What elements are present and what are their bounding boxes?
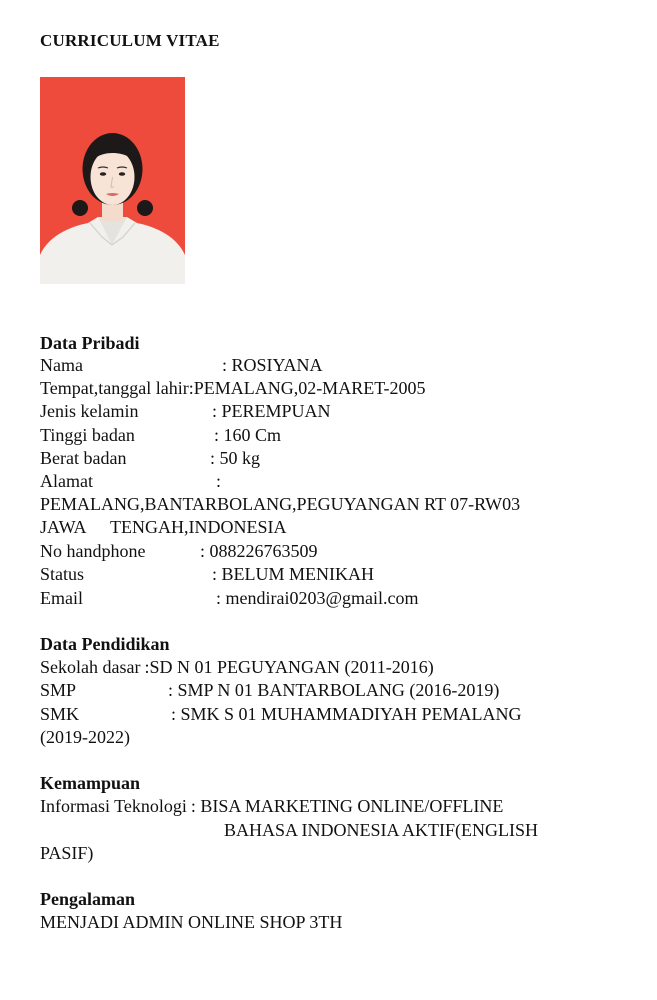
smk-label: SMK	[40, 704, 80, 724]
status-value: : BELUM MENIKAH	[212, 564, 374, 584]
portrait-illustration	[40, 77, 185, 284]
address-line-1: PEMALANG,BANTARBOLANG,PEGUYANGAN RT 07-RW03	[40, 494, 521, 514]
email-label: Email	[40, 588, 83, 608]
name-value: : ROSIYANA	[222, 355, 323, 375]
it-value: : BISA MARKETING ONLINE/OFFLINE	[190, 796, 504, 816]
birth-row	[40, 377, 426, 399]
address-row	[40, 470, 221, 492]
experience-item: MENJADI ADMIN ONLINE SHOP 3TH	[40, 912, 343, 932]
language-skill: BAHASA INDONESIA AKTIF(ENGLISH	[224, 820, 539, 840]
sd-label: Sekolah dasar	[40, 657, 141, 677]
address-colon: :	[216, 471, 222, 491]
language-skill-continued: PASIF)	[40, 843, 94, 863]
weight-row	[40, 447, 260, 469]
section-heading-education: Data Pendidikan	[40, 634, 170, 654]
email-value: : mendirai0203@gmail.com	[216, 588, 419, 608]
phone-value: : 088226763509	[200, 541, 318, 561]
weight-value: : 50 kg	[210, 448, 261, 468]
address-label: Alamat	[40, 471, 93, 491]
address-line-2	[40, 516, 286, 538]
address-line-2-part-b: TENGAH,INDONESIA	[110, 517, 287, 537]
smp-label: SMP	[40, 680, 77, 700]
section-heading-personal: Data Pribadi	[40, 333, 140, 353]
birth-value: :PEMALANG,02-MARET-2005	[188, 378, 426, 398]
smk-years: (2019-2022)	[40, 727, 130, 747]
email-row	[40, 587, 419, 609]
phone-row	[40, 540, 318, 562]
name-label: Nama	[40, 355, 83, 375]
smk-value: : SMK S 01 MUHAMMADIYAH PEMALANG	[171, 704, 522, 724]
smp-row	[40, 679, 499, 701]
status-row	[40, 563, 374, 585]
name-row	[40, 354, 323, 376]
section-heading-skills: Kemampuan	[40, 773, 141, 793]
smk-row	[40, 703, 522, 725]
smp-value: : SMP N 01 BANTARBOLANG (2016-2019)	[168, 680, 500, 700]
height-value: : 160 Cm	[214, 425, 282, 445]
status-label: Status	[40, 564, 85, 584]
gender-label: Jenis kelamin	[40, 401, 139, 421]
weight-label: Berat badan	[40, 448, 127, 468]
height-row	[40, 424, 281, 446]
birth-label: Tempat,tanggal lahir	[40, 378, 189, 398]
address-line-2-part-a: JAWA	[40, 517, 87, 537]
profile-photo	[40, 77, 185, 284]
phone-label: No handphone	[40, 541, 146, 561]
section-heading-experience: Pengalaman	[40, 889, 136, 909]
sd-value: :SD N 01 PEGUYANGAN (2011-2016)	[144, 657, 434, 677]
height-label: Tinggi badan	[40, 425, 135, 445]
page-title: CURRICULUM VITAE	[40, 31, 220, 50]
it-row	[40, 795, 503, 817]
sd-row	[40, 656, 434, 678]
gender-value: : PEREMPUAN	[212, 401, 331, 421]
gender-row	[40, 400, 331, 422]
it-label: Informasi Teknologi	[40, 796, 187, 816]
